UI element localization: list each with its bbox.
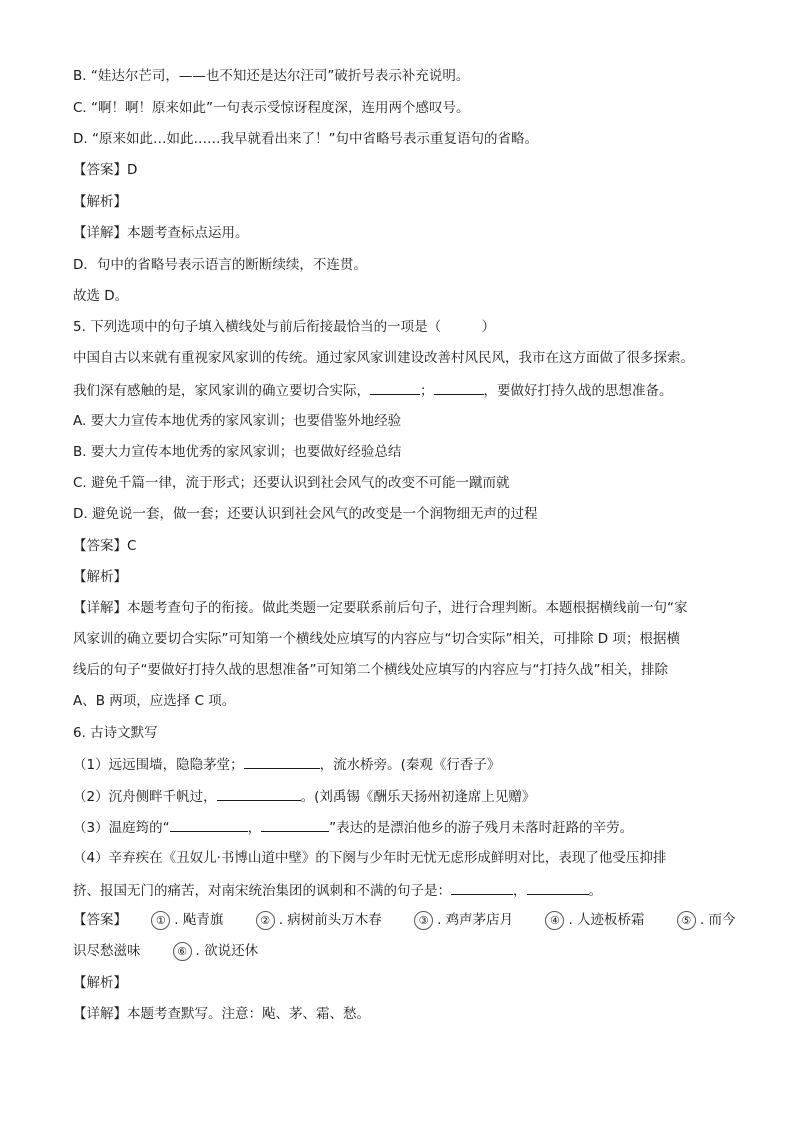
q6-answer-4 [545,912,644,928]
q5-detail-line3: 线后的句子“要做好打持久战的思想准备”可知第二个横线处应填写的内容应与“打持久战”相关，排除 [73,662,668,678]
q5-passage-text-a: 我们深有感触的是，家风家训的确立要切合实际， [73,383,370,399]
q5-passage-separator: ； [420,383,434,399]
q5-detail-line1: 【详解】本题考查句子的衔接。做此类题一定要联系前后句子，进行合理判断。本题根据横线前一句“家 [73,600,688,616]
q6-item2-text-b: 。(刘禹锡《酬乐天扬州初逢席上见赠》 [300,789,536,805]
q4-option-d: D. “原来如此…如此……我早就看出来了！”句中省略号表示重复语句的省略。 [73,131,538,147]
q6-answer-1-text: . 飐青旗 [174,912,224,928]
q6-answer-1-number: ① [151,911,170,930]
q6-item-4-line1: （4）辛弃疾在《丑奴儿·书博山道中壁》的下阕与少年时无忧无虑形成鲜明对比，表现了他受压抑排 [73,850,667,866]
q4-detail: 【详解】本题考查标点运用。 [73,225,249,241]
q6-answer-5 [677,912,736,928]
q6-answer-5-number: ⑤ [677,911,696,930]
q5-passage-text-b: ，要做好打持久战的思想准备。 [483,383,673,399]
q6-item4-end: 。 [588,883,602,899]
q4-answer: 【答案】D [73,162,138,178]
q6-item3-text-b: ”表达的是漂泊他乡的游子残月未落时赶路的辛劳。 [329,820,634,836]
q6-answer-4-text: . 人迹板桥霜 [568,912,645,928]
q6-stem: 6. 古诗文默写 [73,725,158,741]
q6-answer-3 [414,912,513,928]
q5-detail-line4: A、B 两项，应选择 C 项。 [73,693,236,709]
q6-item1-text-b: ，流水桥旁。(秦观《行香子》 [319,757,501,773]
q6-item-3 [73,817,723,838]
q5-option-b: B. 要大力宣传本地优秀的家风家训；也要做好经验总结 [73,444,402,460]
q6-item-1 [73,754,723,775]
q5-stem: 5. 下列选项中的句子填入横线处与前后衔接最恰当的一项是（ ） [73,319,496,335]
q5-option-d: D. 避免说一套，做一套；还要认识到社会风气的改变是一个润物细无声的过程 [73,506,538,522]
q6-item4-text: 挤、报国无门的痛苦，对南宋统治集团的讽刺和不满的句子是： [73,883,451,899]
q4-analysis-label: 【解析】 [73,194,127,210]
q5-passage-line2 [73,380,723,401]
q4-option-b: B. “娃达尔芒司，——也不知还是达尔汪司”破折号表示补充说明。 [73,68,470,84]
q6-item3-blank-1 [170,817,248,832]
q6-item4-separator: ， [513,883,527,899]
q5-blank-2 [434,380,484,395]
q6-answer-3-number: ③ [414,911,433,930]
q6-item2-text-a: （2）沉舟侧畔千帆过， [73,789,217,805]
q6-answer-2 [256,912,382,928]
q6-answer-1 [151,912,223,928]
q6-analysis-label: 【解析】 [73,975,127,991]
q5-analysis-label: 【解析】 [73,569,127,585]
q6-answer-5-text: . 而今 [699,912,736,928]
q6-detail: 【详解】本题考查默写。注意：飐、茅、霜、愁。 [73,1006,370,1022]
q6-item1-blank [244,754,320,769]
q6-answer-line2 [73,941,723,961]
q5-option-c: C. 避免千篇一律，流于形式；还要认识到社会风气的改变不可能一蹴而就 [73,475,510,491]
q5-detail-line2: 风家训的确立要切合实际”可知第一个横线处应填写的内容应与“切合实际”相关，可排除 D 项；根据横 [73,631,680,647]
q6-answer-6 [173,943,259,959]
q6-item3-blank-2 [261,817,329,832]
q6-item3-separator: ， [247,820,262,836]
q6-item3-text-a: （3）温庭筠的“ [73,820,170,836]
q4-option-c: C. “啊！啊！原来如此”一句表示受惊讶程度深，连用两个感叹号。 [73,100,470,116]
q6-answer-2-number: ② [256,911,275,930]
q6-item-2 [73,786,723,807]
q5-option-a: A. 要大力宣传本地优秀的家风家训；也要借鉴外地经验 [73,413,402,429]
q6-item4-blank-2 [527,880,589,895]
q6-answer-2-text: . 病树前头万木春 [278,912,382,928]
q6-answer-6-text: . 欲说还休 [195,943,259,959]
q4-explanation: D．句中的省略号表示语言的断断续续，不连贯。 [73,257,367,273]
q4-conclusion: 故选 D。 [73,288,129,304]
q6-answer-3-text: . 鸡声茅店月 [437,912,514,928]
q6-answer-4-number: ④ [545,911,564,930]
q6-item1-text-a: （1）远远围墙，隐隐茅堂； [73,757,244,773]
q6-answer-6-number: ⑥ [173,942,192,961]
q6-item-4-line2 [73,880,723,901]
q6-item4-blank-1 [451,880,513,895]
q6-answer-line1 [73,910,736,930]
q6-answer-5-continued: 识尽愁滋味 [73,943,141,959]
q5-blank-1 [370,380,420,395]
q6-answer-label: 【答案】 [73,912,127,928]
q5-passage-line1: 中国自古以来就有重视家风家训的传统。通过家风家训建设改善村风民风，我市在这方面做了很多探索。 [73,350,694,366]
q6-item2-blank [217,786,301,801]
q5-answer: 【答案】C [73,538,137,554]
